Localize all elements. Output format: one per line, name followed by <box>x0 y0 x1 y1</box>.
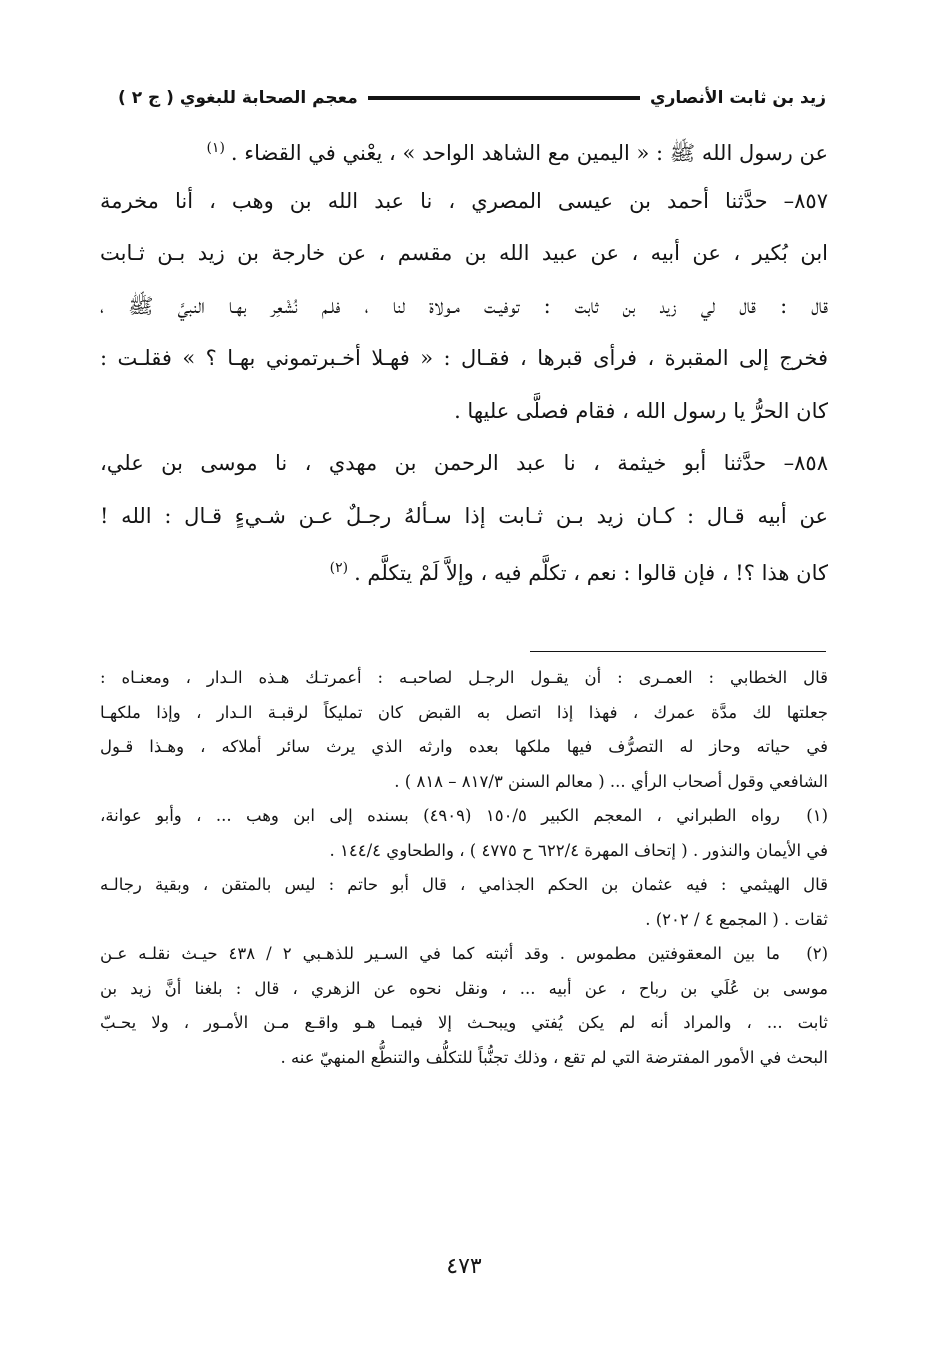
page-number: ٤٧٣ <box>446 1254 482 1279</box>
main-line-3: ابن بُكير ، عن أبيه ، عن عبيد الله بن مقسم ، عن خارجة بن زيد بـن ثـابت <box>100 241 828 265</box>
main-line-8: عن أبيه قـال : كـان زيد بـن ثـابت إذا سـألهُ رجـلٌ عـن شـيءٍ قـال : الله ! <box>100 503 828 528</box>
footnote-2 <box>100 942 828 1080</box>
main-text <box>100 134 828 607</box>
footnote-separator <box>530 651 826 652</box>
book-title: معجم الصحابة للبغوي ( ج ٢ ) <box>118 88 358 108</box>
footnote-line: ثقات . ( المجمع ٤ / ٢٠٢) . <box>645 909 828 929</box>
footnote-line: رواه الطبراني ، المعجم الكبير ١٥٠/٥ (٤٩٠٩) بسنده إلى ابن وهب ... ، وأبو عوانة، <box>100 806 780 825</box>
footnote-line: موسى بن عُلَي بن رباح ، عن أبيه ... ، ونقل نحوه عن الزهري ، قال : بلغنا أنَّ زيد بن <box>100 978 828 998</box>
footnote-line: ثابت ... ، والمراد أنه لم يكن يُفتي ويبحـث إلا فيمـا هـو واقـع مـن الأمـور ، ولا يحـبّ <box>100 1013 828 1032</box>
footnote-line: جعلتها لك مدَّة عمرك ، فهذا إذا اتصل به القبض كان تمليكاً لرقبـة الـدار ، وإذا ملكهـا <box>100 702 828 722</box>
main-line-9: كان هذا ؟! ، فإن قالوا : نعم ، تكلَّم فيه ، وإلاَّ لَمْ يتكلَّم .$^{(٢)}$ <box>329 560 828 585</box>
footnote-marker-2: (٢) <box>329 560 349 576</box>
main-line-1: عن رسول الله ﷺ : « اليمين مع الشاهد الواحد » ، يعْني في القضاء .$^{(١)}$ <box>206 140 828 165</box>
footnote-line: في حياته وحاز له التصرُّف فيها ملكها بعده وارثه الذي يرث سائر أملاكه ، وهـذا قـول <box>100 737 828 756</box>
footnote-line: البحث في الأمور المفترضة التي لم تقع ، وذلك تجنُّباً للتكلُّف والتنطُّع المنهيّ عنه . <box>280 1047 828 1067</box>
footnote-marker-1: (١) <box>206 140 225 156</box>
chapter-title: زيد بن ثابت الأنصاري <box>650 88 826 108</box>
main-line-5: فخرج إلى المقبرة ، فرأى قبرها ، فقـال : « فهـلا أخـبرتموني بهـا ؟ » فقلـت : <box>100 346 828 370</box>
footnote-1-number: (١) <box>806 806 828 825</box>
footnote-line: قال الخطابي : العمـرى : أن يقـول الرجـل لصاحبـه : أعمرتـك هـذه الـدار ، ومعنـاه : <box>100 668 828 687</box>
footnote-line: في الأيمان والنذور . ( إتحاف المهرة ٦٢٢/٤ ح ٤٧٧٥ ) ، والطحاوي ١٤٤/٤ . <box>329 840 828 860</box>
main-line-7: ٨٥٨– حدَّثنا أبو خيثمة ، نا عبد الرحمن بن مهدي ، نا موسى بن علي، <box>100 451 828 475</box>
header-rule <box>368 96 640 100</box>
footnote-1 <box>100 804 828 942</box>
footnote-line: الشافعي وقول أصحاب الرأي ... ( معالم السنن ٨١٧/٣ – ٨١٨ ) . <box>394 771 828 791</box>
footnote-line: قال الهيثمي : فيه عثمان بن الحكم الجذامي ، قال أبو حاتم : ليس بالمتقن ، وبقية رجالـه <box>100 875 828 894</box>
main-line-2: ٨٥٧– حدَّثنا أحمد بن عيسى المصري ، نا عبد الله بن وهب ، أنا مخرمة <box>100 188 828 213</box>
footnotes <box>100 666 828 1080</box>
footnote-line: ما بين المعقوفتين مطموس . وقد أثبته كما في السـير للذهـبي ٢ / ٤٣٨ حيـث نقلـه عـن <box>100 944 780 963</box>
footnote-2-number: (٢) <box>806 944 828 963</box>
main-line-4: قال : قال لي زيد بن ثابت : توفيـت مـولاة لنا ، فلـم نُشْعِر بهـا النبيَّ ﷺ ، <box>100 293 828 318</box>
main-line-6: كان الحرُّ يا رسول الله ، فقام فصلَّى عليها . <box>454 398 828 423</box>
footnote-continuation <box>100 666 828 804</box>
running-header <box>118 82 826 114</box>
